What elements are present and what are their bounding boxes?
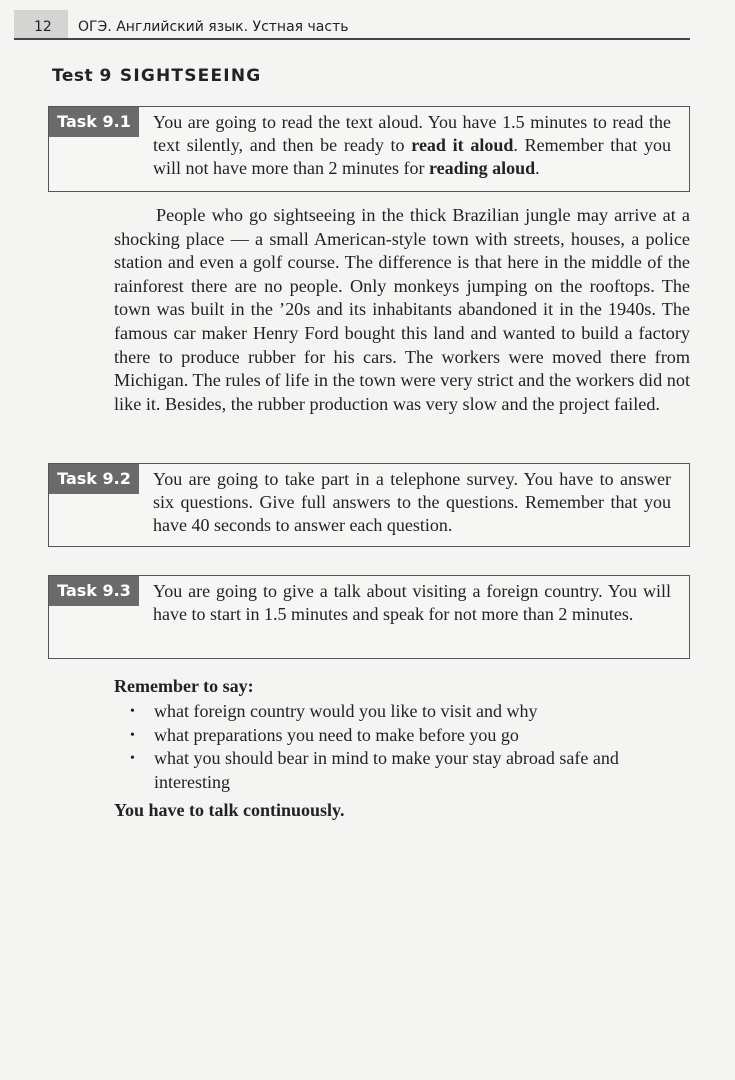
closing-instruction: You have to talk continuously. (114, 800, 345, 820)
test-label: Test 9 (52, 66, 112, 86)
running-head: ОГЭ. Английский язык. Устная часть (78, 19, 349, 35)
task-9-3-instructions: You are going to give a talk about visiting a foreign country. You will have to start in 1.5 minutes and speak for not more than 2 minutes. (153, 581, 671, 624)
list-item: • what preparations you need to make before you go (114, 724, 694, 748)
reading-passage: People who go sightseeing in the thick Brazilian jungle may arrive at a shocking place — a small American-style town with streets, houses, a police station and even a golf course. The difference is that here in the middle of the rainforest there are no people. Only monkeys jumping on the rooftops. The town was built in the ’20s and its inhabitants abandoned it in the 1940s. The famous car maker Henry Ford bought this land and wanted to build a factory there to produce rubber for his cars. The workers were moved there from Michigan. The rules of life in the town were very strict and the workers did not like it. Besides, the rubber production was very slow and the project failed. (114, 205, 690, 414)
task-9-1-box (48, 106, 690, 192)
test-topic: SIGHTSEEING (119, 66, 262, 86)
list-item: • what you should bear in mind to make your stay abroad safe and interesting (130, 748, 619, 792)
task-9-2-label: Task 9.2 (49, 464, 139, 494)
list-item: • what foreign country would you like to visit and why (114, 700, 694, 724)
test-title (52, 66, 261, 86)
talk-points-list (114, 700, 694, 794)
remember-heading: Remember to say: (114, 676, 254, 696)
bullet-icon: • (130, 727, 135, 743)
page-number: 12 (14, 10, 68, 38)
task-9-3-box (48, 575, 690, 659)
task-9-1-instructions: You are going to read the text aloud. You have 1.5 minutes to read the text silently, and then be ready to read it aloud. Remember that you will not have more than 2 minutes for reading aloud. (153, 112, 672, 178)
task-9-3-label: Task 9.3 (49, 576, 139, 606)
task-9-2-instructions: You are going to take part in a telephone survey. You have to answer six questions. Give full answers to the questions. Remember that you have 40 seconds to answer each question. (153, 469, 671, 535)
bullet-icon: • (130, 704, 135, 719)
page-header (14, 10, 690, 40)
task-9-2-box (48, 463, 690, 547)
task-9-1-label: Task 9.1 (49, 107, 139, 137)
bullet-icon: • (130, 751, 135, 766)
